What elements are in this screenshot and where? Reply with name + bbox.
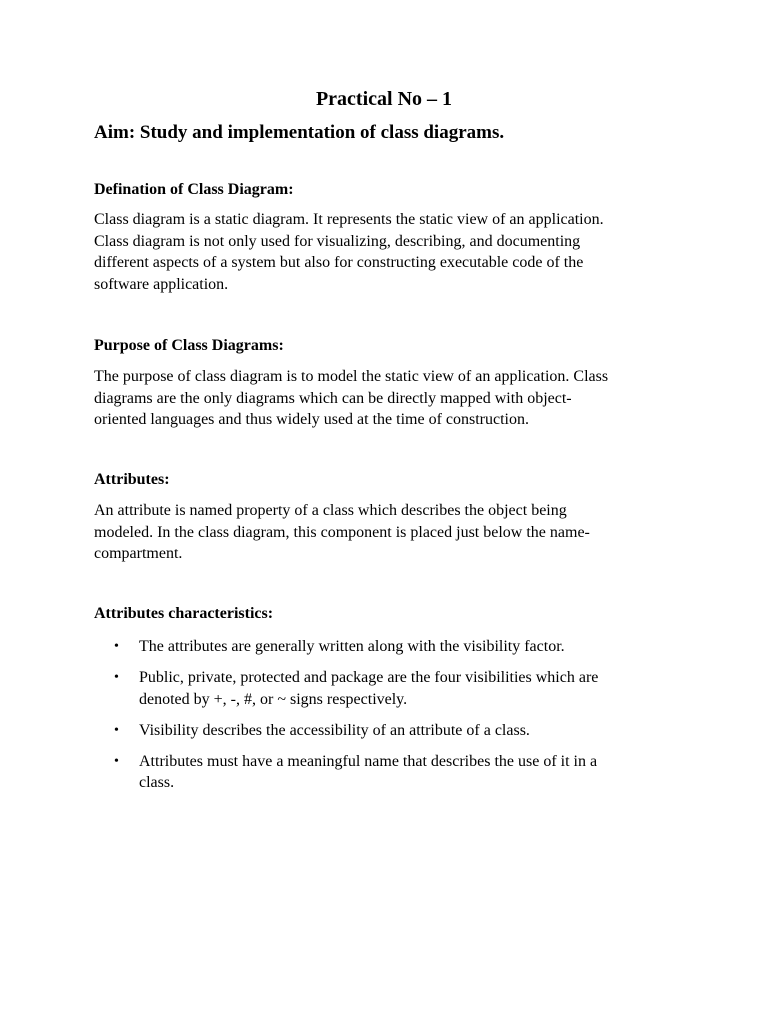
- list-item: [94, 720, 694, 742]
- paragraph-line: compartment.: [94, 545, 183, 562]
- attributes-paragraph: [94, 500, 684, 565]
- list-item-line: Attributes must have a meaningful name that describes the use of it in a: [139, 752, 598, 770]
- paragraph-line: diagrams are the only diagrams which can be directly mapped with object-: [94, 389, 572, 407]
- paragraph-line: An attribute is named property of a class which describes the object being: [94, 502, 567, 519]
- purpose-paragraph: [94, 366, 684, 431]
- attributes-heading: Attributes:: [94, 471, 170, 488]
- attributes-characteristics-heading: Attributes characteristics:: [94, 605, 274, 622]
- paragraph-line: Class diagram is a static diagram. It represents the static view of an application.: [94, 211, 604, 228]
- list-item-line: Visibility describes the accessibility of an attribute of a class.: [139, 721, 530, 739]
- list-item: [94, 667, 694, 710]
- definition-heading: Defination of Class Diagram:: [94, 181, 294, 198]
- bullet-icon: •: [114, 722, 119, 738]
- list-item-line: denoted by +, -, #, or ~ signs respectively.: [139, 690, 408, 708]
- characteristics-list: [94, 636, 694, 803]
- aim-heading: Aim: Study and implementation of class diagrams.: [94, 122, 505, 143]
- paragraph-line: Class diagram is not only used for visualizing, describing, and documenting: [94, 232, 581, 250]
- paragraph-line: The purpose of class diagram is to model the static view of an application. Class: [94, 368, 609, 385]
- list-item-line: The attributes are generally written along with the visibility factor.: [139, 638, 565, 655]
- definition-paragraph: [94, 209, 684, 295]
- paragraph-line: oriented languages and thus widely used at the time of construction.: [94, 411, 529, 428]
- purpose-heading: Purpose of Class Diagrams:: [94, 337, 284, 354]
- paragraph-line: modeled. In the class diagram, this component is placed just below the name-: [94, 523, 590, 541]
- bullet-icon: •: [114, 753, 119, 769]
- list-item: [94, 636, 694, 658]
- list-item-line: class.: [139, 774, 175, 791]
- list-item-line: Public, private, protected and package are the four visibilities which are: [139, 669, 599, 686]
- practical-title: Practical No – 1: [315, 88, 453, 110]
- paragraph-line: different aspects of a system but also for constructing executable code of the: [94, 254, 584, 271]
- paragraph-line: software application.: [94, 275, 229, 293]
- bullet-icon: •: [114, 670, 119, 685]
- list-item: [94, 751, 694, 794]
- bullet-icon: •: [114, 639, 119, 654]
